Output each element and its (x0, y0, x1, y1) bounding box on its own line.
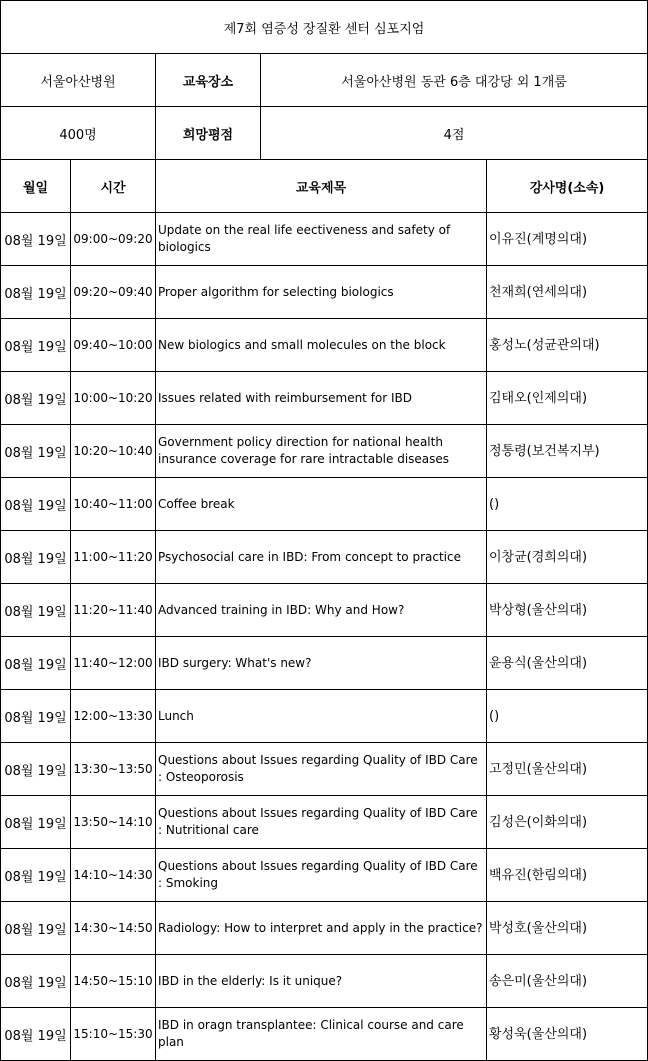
row-date: 08월 19일 (1, 425, 71, 478)
row-time: 11:40~12:00 (71, 637, 156, 690)
row-speaker: 이창균(경희의대) (487, 531, 648, 584)
row-time: 09:40~10:00 (71, 319, 156, 372)
header-time: 시간 (71, 160, 156, 213)
row-time: 14:10~14:30 (71, 849, 156, 902)
row-date: 08월 19일 (1, 796, 71, 849)
row-speaker: 황성욱(울산의대) (487, 1008, 648, 1061)
row-speaker: 고정민(울산의대) (487, 743, 648, 796)
row-speaker: 박성호(울산의대) (487, 902, 648, 955)
row-time: 11:00~11:20 (71, 531, 156, 584)
row-speaker: 천재희(연세의대) (487, 266, 648, 319)
row-date: 08월 19일 (1, 743, 71, 796)
row-subject: IBD in oragn transplantee: Clinical course and care plan (156, 1008, 487, 1061)
row-subject: IBD surgery: What's new? (156, 637, 487, 690)
row-date: 08월 19일 (1, 531, 71, 584)
row-date: 08월 19일 (1, 266, 71, 319)
table-row (1, 743, 648, 796)
row-speaker: () (487, 478, 648, 531)
row-time: 13:30~13:50 (71, 743, 156, 796)
header-speaker: 강사명(소속) (487, 160, 648, 213)
table-row (1, 266, 648, 319)
host-value: 서울아산병원 (1, 54, 156, 107)
row-speaker: 송은미(울산의대) (487, 955, 648, 1008)
row-subject: Issues related with reimbursement for IBD (156, 372, 487, 425)
row-date: 08월 19일 (1, 213, 71, 266)
table-row (1, 690, 648, 743)
row-speaker: 박상형(울산의대) (487, 584, 648, 637)
info-row-score (1, 107, 648, 160)
row-speaker: 김성은(이화의대) (487, 796, 648, 849)
table-row (1, 478, 648, 531)
row-date: 08월 19일 (1, 319, 71, 372)
row-subject: Lunch (156, 690, 487, 743)
table-row (1, 849, 648, 902)
row-speaker: 백유진(한림의대) (487, 849, 648, 902)
row-subject: Advanced training in IBD: Why and How? (156, 584, 487, 637)
row-time: 10:00~10:20 (71, 372, 156, 425)
row-date: 08월 19일 (1, 690, 71, 743)
row-subject: Update on the real life eectiveness and safety of biologics (156, 213, 487, 266)
row-subject: Proper algorithm for selecting biologics (156, 266, 487, 319)
row-speaker: 김태오(인제의대) (487, 372, 648, 425)
table-row (1, 902, 648, 955)
table-row (1, 319, 648, 372)
table-row (1, 213, 648, 266)
row-time: 13:50~14:10 (71, 796, 156, 849)
header-row (1, 160, 648, 213)
row-speaker: 이유진(계명의대) (487, 213, 648, 266)
table-row (1, 531, 648, 584)
row-subject: Psychosocial care in IBD: From concept to practice (156, 531, 487, 584)
table-row (1, 584, 648, 637)
row-speaker: 윤용식(울산의대) (487, 637, 648, 690)
row-time: 10:40~11:00 (71, 478, 156, 531)
table-row (1, 637, 648, 690)
page-title: 제7회 염증성 장질환 센터 심포지엄 (1, 1, 648, 54)
row-time: 09:00~09:20 (71, 213, 156, 266)
row-speaker: () (487, 690, 648, 743)
place-value: 서울아산병원 동관 6층 대강당 외 1개룸 (261, 54, 648, 107)
table-row (1, 372, 648, 425)
row-time: 11:20~11:40 (71, 584, 156, 637)
row-date: 08월 19일 (1, 372, 71, 425)
row-date: 08월 19일 (1, 955, 71, 1008)
header-subject: 교육제목 (156, 160, 487, 213)
table-row (1, 425, 648, 478)
row-date: 08월 19일 (1, 849, 71, 902)
row-date: 08월 19일 (1, 637, 71, 690)
row-subject: Questions about Issues regarding Quality of IBD Care : Nutritional care (156, 796, 487, 849)
score-label: 희망평점 (156, 107, 261, 160)
info-row-place (1, 54, 648, 107)
row-subject: Government policy direction for national health insurance coverage for rare intractable diseases (156, 425, 487, 478)
row-speaker: 정통령(보건복지부) (487, 425, 648, 478)
place-label: 교육장소 (156, 54, 261, 107)
row-time: 10:20~10:40 (71, 425, 156, 478)
table-row (1, 796, 648, 849)
row-time: 12:00~13:30 (71, 690, 156, 743)
header-date: 월일 (1, 160, 71, 213)
row-date: 08월 19일 (1, 584, 71, 637)
row-subject: Radiology: How to interpret and apply in the practice? (156, 902, 487, 955)
row-subject: New biologics and small molecules on the block (156, 319, 487, 372)
table-row (1, 1008, 648, 1061)
row-subject: IBD in the elderly: Is it unique? (156, 955, 487, 1008)
table-row (1, 955, 648, 1008)
row-date: 08월 19일 (1, 1008, 71, 1061)
title-row (1, 1, 648, 54)
row-time: 14:30~14:50 (71, 902, 156, 955)
score-value: 4점 (261, 107, 648, 160)
row-subject: Coffee break (156, 478, 487, 531)
row-date: 08월 19일 (1, 478, 71, 531)
row-subject: Questions about Issues regarding Quality of IBD Care : Smoking (156, 849, 487, 902)
row-time: 14:50~15:10 (71, 955, 156, 1008)
row-time: 15:10~15:30 (71, 1008, 156, 1061)
row-subject: Questions about Issues regarding Quality of IBD Care : Osteoporosis (156, 743, 487, 796)
row-speaker: 홍성노(성균관의대) (487, 319, 648, 372)
count-value: 400명 (1, 107, 156, 160)
row-time: 09:20~09:40 (71, 266, 156, 319)
row-date: 08월 19일 (1, 902, 71, 955)
